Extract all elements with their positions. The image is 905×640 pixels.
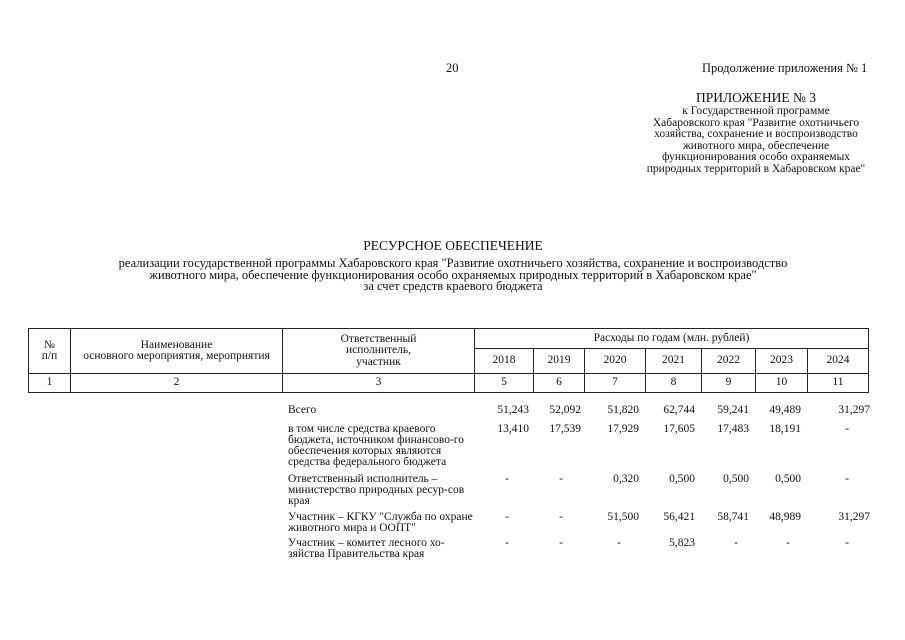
value-cell: - (559, 537, 563, 549)
value-cell: 51,820 (607, 404, 639, 416)
index-cell: 2 (71, 374, 283, 393)
row-label: Ответственный исполнитель – министерство природных ресур-сов края (288, 473, 465, 507)
appendix-line: Хабаровского края "Развитие охотничьего (652, 116, 860, 129)
value-cell: 18,191 (769, 423, 801, 435)
value-cell: 0,320 (613, 473, 639, 485)
value-cell: - (505, 473, 509, 485)
value-cell: - (559, 511, 563, 523)
year-header: 2021 (646, 349, 702, 374)
row-label: Всего (288, 404, 317, 416)
value-cell: 49,489 (769, 404, 801, 416)
year-header: 2019 (534, 349, 585, 374)
value-cell: 51,500 (607, 511, 639, 523)
value-cell: 51,243 (497, 404, 529, 416)
value-cell: 0,500 (669, 473, 695, 485)
value-cell: - (505, 511, 509, 523)
row-label: в том числе средства краевого бюджета, источником финансово-го обеспечения которых являются средства федерального бюджета (288, 423, 464, 468)
appendix-block (620, 90, 892, 175)
document-title: РЕСУРСНОЕ ОБЕСПЕЧЕНИЕ (363, 238, 543, 253)
row-label: Участник – комитет лесного хо-зяйства Правительства края (288, 537, 445, 560)
index-cell: 8 (646, 374, 702, 393)
appendix-line: хозяйства, сохранение и воспроизводство (654, 128, 858, 140)
index-cell: 10 (756, 374, 808, 393)
index-cell: 11 (808, 374, 869, 393)
subtitle-line: за счет средств краевого бюджета (363, 279, 543, 293)
header-num: № п/п (29, 329, 71, 374)
value-cell: 13,410 (497, 423, 529, 435)
page-number: 20 (446, 61, 459, 75)
value-cell: 48,989 (769, 511, 801, 523)
appendix-line: функционирования особо охраняемых (661, 151, 851, 163)
year-header: 2020 (585, 349, 646, 374)
appendix-line: животного мира, обеспечение (682, 139, 830, 152)
document-subtitle (60, 258, 846, 293)
value-cell: 52,092 (549, 404, 581, 416)
value-cell: 58,741 (717, 511, 749, 523)
value-cell: - (845, 473, 849, 485)
value-cell: 31,297 (838, 404, 870, 416)
value-cell: - (845, 423, 849, 435)
year-header: 2024 (808, 349, 869, 374)
year-header: 2023 (756, 349, 808, 374)
index-cell: 1 (29, 374, 71, 393)
value-cell: - (617, 537, 621, 549)
value-cell: 5,823 (669, 537, 695, 549)
value-cell: 56,421 (663, 511, 695, 523)
subtitle-line: животного мира, обеспечение функционирования особо охраняемых природных территорий в Хабаровском крае" (149, 267, 757, 282)
header-expenses: Расходы по годам (млн. рублей) (475, 329, 869, 349)
value-cell: - (559, 473, 563, 485)
header-name: Наименование основного мероприятия, мероприятия (71, 329, 283, 374)
year-header: 2018 (475, 349, 534, 374)
index-cell: 3 (283, 374, 475, 393)
index-cell: 6 (534, 374, 585, 393)
value-cell: 0,500 (775, 473, 801, 485)
index-cell: 7 (585, 374, 646, 393)
appendix-title: ПРИЛОЖЕНИЕ № 3 (695, 90, 817, 105)
year-header: 2022 (702, 349, 756, 374)
index-cell: 5 (475, 374, 534, 393)
value-cell: 17,539 (549, 423, 581, 435)
appendix-line: природных территорий в Хабаровском крае" (646, 162, 866, 175)
index-cell: 9 (702, 374, 756, 393)
value-cell: 17,605 (663, 423, 695, 435)
subtitle-line: реализации государственной программы Хабаровского края "Развитие охотничьего хозяйства, сохранение и воспроизводство (118, 256, 788, 270)
resource-table (28, 328, 869, 393)
continuation-label: Продолжение приложения № 1 (702, 61, 868, 75)
value-cell: - (734, 537, 738, 549)
value-cell: 0,500 (723, 473, 749, 485)
header-executor: Ответственный исполнитель, участник (283, 329, 475, 374)
value-cell: - (505, 537, 509, 549)
value-cell: - (786, 537, 790, 549)
appendix-line: к Государственной программе (682, 105, 830, 117)
value-cell: 31,297 (838, 511, 870, 523)
value-cell: - (845, 537, 849, 549)
value-cell: 17,483 (717, 423, 749, 435)
row-label: Участник – КГКУ "Служба по охране животного мира и ООПТ" (288, 511, 473, 534)
value-cell: 59,241 (717, 404, 749, 416)
value-cell: 62,744 (663, 404, 695, 416)
value-cell: 17,929 (607, 423, 639, 435)
